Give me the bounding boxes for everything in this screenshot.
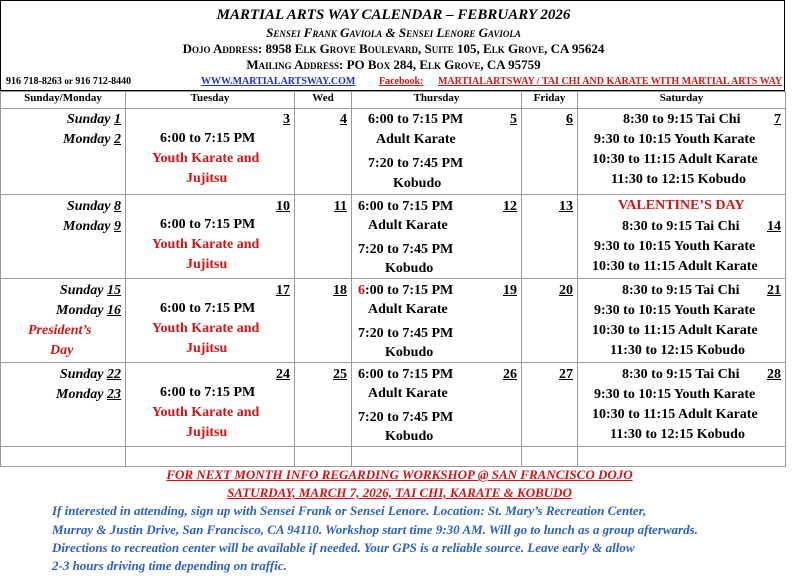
empty-cell <box>126 447 295 467</box>
phone-a: 916 718-8263 <box>6 76 62 87</box>
workshop-date: SATURDAY, MARCH 7, 2026, TAI CHI, KARATE & KOBUDO <box>227 485 572 500</box>
class-time-2: 7:20 to 7:45 PM <box>358 242 454 257</box>
empty-cell <box>295 447 352 467</box>
schedule-line: 8:30 to 9:15 Tai Chi <box>622 219 740 234</box>
day-number: 18 <box>333 283 347 298</box>
calendar-title: MARTIAL ARTS WAY CALENDAR – FEBRUARY 2026 <box>216 7 571 23</box>
class-time-2: 7:20 to 7:45 PM <box>358 326 454 341</box>
empty-row <box>1 447 786 467</box>
schedule-line: 10:30 to 11:15 Adult Karate <box>592 152 758 167</box>
schedule-line: 10:30 to 11:15 Adult Karate <box>592 259 758 274</box>
day-number: 21 <box>767 283 781 298</box>
empty-cell <box>522 447 578 467</box>
workshop-heading: FOR NEXT MONTH INFO REGARDING WORKSHOP @ SAN FRANCISCO DOJO <box>166 467 633 482</box>
class-name: Youth Karate and <box>152 237 260 252</box>
class-time: 6:00 to 7:15 PM <box>368 112 464 127</box>
class-name-cont: Jujitsu <box>186 171 228 186</box>
schedule-line: 9:30 to 10:15 Youth Karate <box>594 132 756 147</box>
schedule-line: 8:30 to 9:15 Tai Chi <box>623 112 741 127</box>
class-name: Youth Karate and <box>152 405 260 420</box>
workshop-info-line: If interested in attending, sign up with Sensei Frank or Sensei Lenore. Location: St. Mary’s Recreation Center, <box>52 503 647 518</box>
calendar-table <box>0 91 786 467</box>
monday-entry: Monday 9 <box>63 219 121 234</box>
schedule-line: 11:30 to 12:15 Kobudo <box>610 343 745 358</box>
class-name: Adult Karate <box>368 386 448 401</box>
facebook-text: MARTIALARTSWAY / TAI CHI AND KARATE WITH MARTIAL ARTS WAY <box>437 76 783 87</box>
empty-cell <box>578 447 786 467</box>
class-name: Youth Karate and <box>152 321 260 336</box>
day-number: 27 <box>559 367 573 382</box>
phone-numbers <box>6 76 131 87</box>
col-header-thursday: Thursday <box>352 92 522 109</box>
day-number: 17 <box>276 283 290 298</box>
senseis-line: Sensei Frank Gaviola & Sensei Lenore Gaviola <box>266 25 521 40</box>
holiday-label-cont: Day <box>50 343 74 358</box>
class-name: Adult Karate <box>368 218 448 233</box>
workshop-info-line: Directions to recreation center will be available if needed. Your GPS is a reliable source. Leave early & allow <box>52 540 635 555</box>
class-time: 6:00 to 7:15 PM <box>358 367 454 382</box>
schedule-line: 8:30 to 9:15 Tai Chi <box>622 283 740 298</box>
dojo-address: Dojo Address: 8958 Elk Grove Boulevard, Suite 105, Elk Grove, CA 95624 <box>182 41 605 56</box>
class-name: Youth Karate and <box>152 151 260 166</box>
monday-entry: Monday 16 <box>56 303 121 318</box>
week-row <box>1 363 786 447</box>
day-number: 3 <box>283 112 290 127</box>
phone-b: 916 712-8440 <box>75 76 132 87</box>
week-row <box>1 109 786 195</box>
day-number: 12 <box>503 199 517 214</box>
schedule-line: 10:30 to 11:15 Adult Karate <box>592 407 758 422</box>
day-number: 26 <box>503 367 517 382</box>
class-name: Adult Karate <box>368 302 448 317</box>
day-number: 11 <box>333 199 347 214</box>
day-number: 14 <box>767 219 781 234</box>
class-time: 6:00 to 7:15 PM <box>160 385 256 400</box>
class-time: 6:00 to 7:15 PM <box>160 301 256 316</box>
mailing-address: Mailing Address: PO Box 284, Elk Grove, CA 95759 <box>246 57 541 72</box>
class-name-cont: Jujitsu <box>186 341 228 356</box>
monday-entry: Monday 23 <box>56 387 121 402</box>
col-header-tuesday: Tuesday <box>126 92 295 109</box>
class-time: 6:00 to 7:15 PM <box>160 131 256 146</box>
class-time: 6:00 to 7:15 PM <box>160 217 256 232</box>
schedule-line: 9:30 to 10:15 Youth Karate <box>594 239 756 254</box>
class-time-2: 7:20 to 7:45 PM <box>368 156 464 171</box>
empty-cell <box>1 447 126 467</box>
schedule-line: 8:30 to 9:15 Tai Chi <box>622 367 740 382</box>
col-header-saturday: Saturday <box>578 92 786 109</box>
day-number: 6 <box>566 112 573 127</box>
day-number: 25 <box>333 367 347 382</box>
class-name-2: Kobudo <box>385 429 434 444</box>
holiday-label: President’s <box>28 323 92 338</box>
sunday-entry: Sunday 15 <box>59 283 121 298</box>
class-name-cont: Jujitsu <box>186 257 228 272</box>
week-row <box>1 195 786 279</box>
class-name-cont: Jujitsu <box>186 425 228 440</box>
class-name-2: Kobudo <box>385 345 434 360</box>
workshop-info-line: 2-3 hours driving time depending on traffic. <box>52 558 287 573</box>
class-time-2: 7:20 to 7:45 PM <box>358 410 454 425</box>
week-row <box>1 279 786 363</box>
col-header-friday: Friday <box>522 92 578 109</box>
day-number: 13 <box>559 199 573 214</box>
workshop-info-line: Murray & Justin Drive, San Francisco, CA 94110. Workshop start time 9:30 AM. Will go to lunch as a group afterwards. <box>52 522 698 537</box>
phone-or: or <box>64 76 73 86</box>
class-name-2: Kobudo <box>385 261 434 276</box>
day-number: 19 <box>503 283 517 298</box>
facebook-label: Facebook: <box>379 76 424 87</box>
sunday-entry: Sunday 1 <box>66 112 121 127</box>
class-time: 6:00 to 7:15 PM <box>358 283 454 298</box>
class-name: Adult Karate <box>376 132 456 147</box>
day-number: 10 <box>276 199 290 214</box>
schedule-line: 11:30 to 12:15 Kobudo <box>611 172 746 187</box>
class-time: 6:00 to 7:15 PM <box>358 199 454 214</box>
empty-cell <box>352 447 522 467</box>
website-link[interactable]: WWW.MARTIALARTSWAY.COM <box>201 76 356 87</box>
day-number: 24 <box>276 367 290 382</box>
col-header-wed: Wed <box>295 92 352 109</box>
sunday-entry: Sunday 8 <box>66 199 121 214</box>
day-number: 5 <box>510 112 517 127</box>
facebook-line[interactable] <box>379 76 782 87</box>
schedule-line: 11:30 to 12:15 Kobudo <box>610 427 745 442</box>
class-name-2: Kobudo <box>393 176 442 191</box>
schedule-line: 9:30 to 10:15 Youth Karate <box>594 303 756 318</box>
day-number: 7 <box>774 112 781 127</box>
monday-entry: Monday 2 <box>63 132 121 147</box>
day-number: 28 <box>767 367 781 382</box>
sunday-entry: Sunday 22 <box>59 367 121 382</box>
holiday-label: VALENTINE’S DAY <box>618 198 745 213</box>
col-header-sun-mon: Sunday/Monday <box>1 92 126 109</box>
day-number: 4 <box>340 112 347 127</box>
weekday-header-row <box>1 92 786 109</box>
day-number: 20 <box>559 283 573 298</box>
calendar-header <box>0 0 785 91</box>
schedule-line: 9:30 to 10:15 Youth Karate <box>594 387 756 402</box>
schedule-line: 10:30 to 11:15 Adult Karate <box>592 323 758 338</box>
